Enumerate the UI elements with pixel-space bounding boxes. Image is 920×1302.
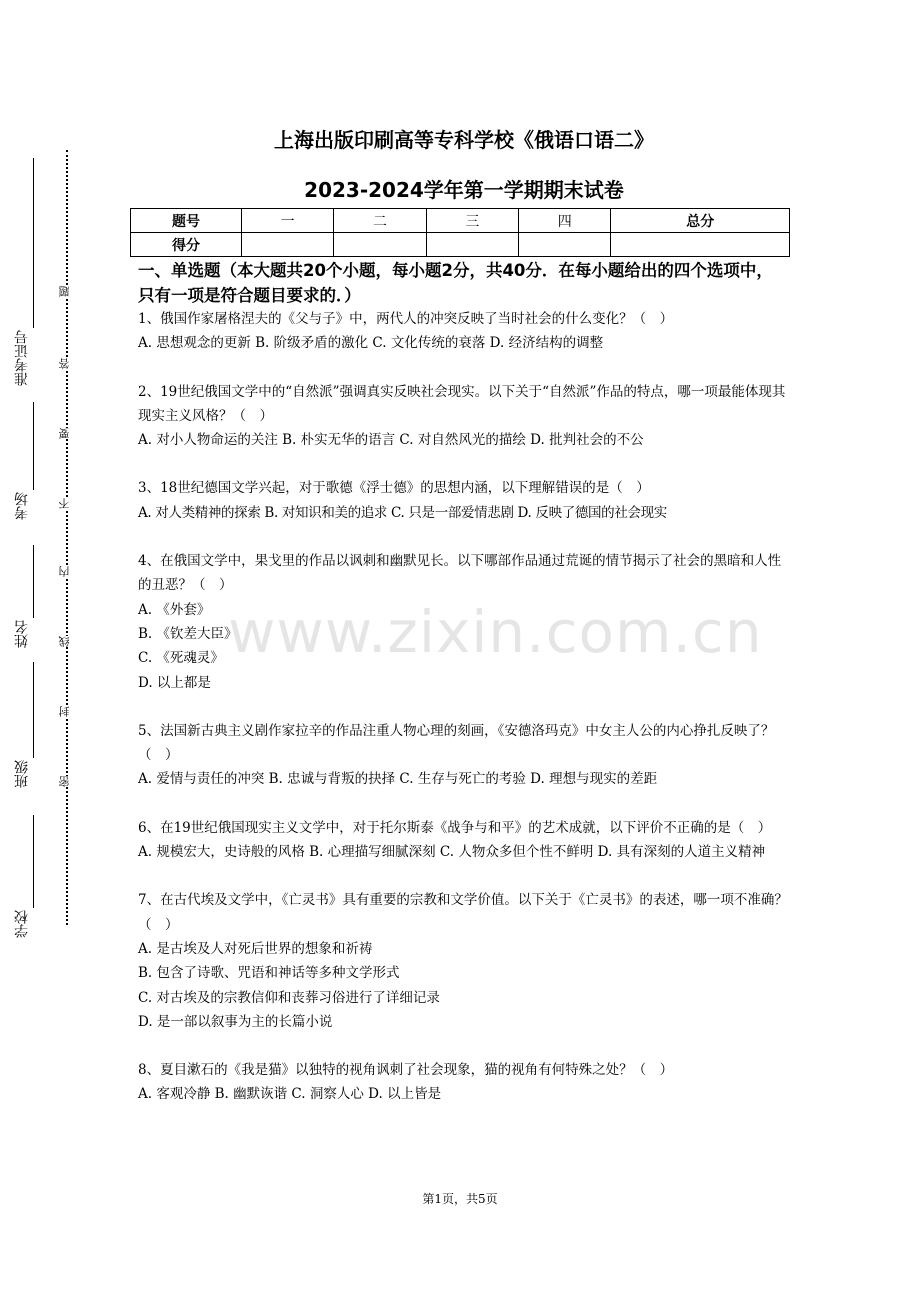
- side-label-exam-number: 准考证号: [14, 330, 30, 386]
- question-stem: 8、夏目漱石的《我是猫》以独特的视角讽刺了社会现象，猫的视角有何特殊之处？（ ）: [138, 1062, 674, 1079]
- question-8: [138, 1058, 788, 1107]
- question-options: A. 爱情与责任的冲突 B. 忠诚与背叛的抉择 C. 生存与死亡的考验 D. 理想与现实的差距: [138, 771, 658, 788]
- seal-char: 不: [58, 498, 76, 509]
- side-label-exam-room: 考场: [14, 492, 30, 520]
- watermark: www.zixin.com.cn: [228, 598, 763, 666]
- question-options: A. 思想观念的更新 B. 阶级矛盾的激化 C. 文化传统的衰落 D. 经济结构的调整: [138, 335, 604, 352]
- score-table: [130, 208, 790, 257]
- exam-title: 上海出版印刷高等专科学校《俄语口语二》: [274, 128, 654, 152]
- seal-dotted-line: [66, 150, 68, 925]
- section-heading: 一、单选题（本大题共20个小题，每小题2分，共40分．在每小题给出的四个选项中，只有一项是符合题目要求的．）: [138, 261, 773, 305]
- class-line: [33, 662, 34, 758]
- seal-char: 题: [58, 286, 76, 297]
- score-input-cell[interactable]: [242, 233, 334, 257]
- seal-char: 密: [58, 776, 76, 787]
- score-table-header-row: [131, 209, 790, 233]
- score-header-cell: 四: [519, 209, 611, 233]
- question-stem: 6、在19世纪俄国现实主义文学中，对于托尔斯泰《战争与和平》的艺术成就，以下评价不正确的是（ ）: [138, 819, 772, 836]
- score-header-cell: 二: [334, 209, 426, 233]
- question-options: A. 规模宏大，史诗般的风格 B. 心理描写细腻深刻 C. 人物众多但个性不鲜明 D. 具有深刻的人道主义精神: [138, 844, 766, 861]
- exam-room-line: [33, 402, 34, 490]
- question-list: [138, 307, 788, 1131]
- question-option: D. 是一部以叙事为主的长篇小说: [138, 1013, 333, 1030]
- question-options: A. 客观冷静 B. 幽默诙谐 C. 洞察人心 D. 以上皆是: [138, 1086, 442, 1103]
- question-options: A. 对人类精神的探索 B. 对知识和美的追求 C. 只是一部爱情悲剧 D. 反映了德国的社会现实: [138, 504, 667, 521]
- question-stem: 3、18世纪德国文学兴起，对于歌德《浮士德》的思想内涵，以下理解错误的是（ ）: [138, 480, 650, 497]
- score-header-cell: 题号: [131, 209, 242, 233]
- page-footer: 第1页，共5页: [422, 1192, 498, 1206]
- question-7: [138, 888, 788, 1034]
- name-line: [33, 545, 34, 618]
- score-row-label: 得分: [131, 233, 242, 257]
- question-option: B. 包含了诗歌、咒语和神话等多种文学形式: [138, 965, 400, 982]
- score-header-cell: 一: [242, 209, 334, 233]
- question-option: B. 《钦差大臣》: [138, 625, 238, 642]
- question-option: A. 《外套》: [138, 601, 211, 618]
- score-input-cell[interactable]: [426, 233, 518, 257]
- question-4: [138, 549, 788, 695]
- question-6: [138, 816, 788, 865]
- score-header-cell: 三: [426, 209, 518, 233]
- score-table-score-row: [131, 233, 790, 257]
- question-2: [138, 380, 788, 453]
- question-5: [138, 719, 788, 792]
- exam-number-line: [33, 158, 34, 328]
- question-stem: 7、在古代埃及文学中，《亡灵书》具有重要的宗教和文学价值。以下关于《亡灵书》的表述，哪一项不准确？（ ）: [138, 892, 788, 933]
- question-stem: 5、法国新古典主义剧作家拉辛的作品注重人物心理的刻画，《安德洛玛克》中女主人公的内心挣扎反映了？（ ）: [138, 722, 775, 764]
- question-option: D. 以上都是: [138, 674, 211, 691]
- side-label-class: 班级: [14, 760, 30, 788]
- question-option: A. 是古埃及人对死后世界的想象和祈祷: [138, 940, 373, 957]
- score-input-cell[interactable]: [334, 233, 426, 257]
- seal-char: 内: [58, 566, 76, 577]
- side-label-name: 姓名: [14, 620, 30, 648]
- seal-char: 封: [58, 706, 76, 717]
- exam-subtitle: 2023-2024学年第一学期期末试卷: [304, 178, 624, 202]
- seal-char: 要: [58, 428, 76, 439]
- question-stem: 2、19世纪俄国文学中的“自然派”强调真实反映社会现实。以下关于“自然派”作品的特点，哪一项最能体现其现实主义风格？（ ）: [138, 383, 786, 424]
- score-input-cell[interactable]: [611, 233, 790, 257]
- question-stem: 4、在俄国文学中，果戈里的作品以讽刺和幽默见长。以下哪部作品通过荒诞的情节揭示了社会的黑暗和人性的丑恶？（ ）: [138, 553, 782, 594]
- score-header-cell: 总分: [611, 209, 790, 233]
- question-1: [138, 307, 788, 356]
- question-options: A. 对小人物命运的关注 B. 朴实无华的语言 C. 对自然风光的描绘 D. 批判社会的不公: [138, 432, 644, 449]
- seal-char: 答: [58, 358, 76, 369]
- question-option: C. 对古埃及的宗教信仰和丧葬习俗进行了详细记录: [138, 989, 440, 1006]
- seal-char: 线: [58, 636, 76, 647]
- score-input-cell[interactable]: [519, 233, 611, 257]
- school-line: [33, 815, 34, 908]
- question-option: C. 《死魂灵》: [138, 650, 224, 667]
- question-3: [138, 476, 788, 525]
- side-label-school: 学校: [14, 910, 30, 938]
- question-stem: 1、俄国作家屠格涅夫的《父与子》中，两代人的冲突反映了当时社会的什么变化？（ ）: [138, 311, 674, 327]
